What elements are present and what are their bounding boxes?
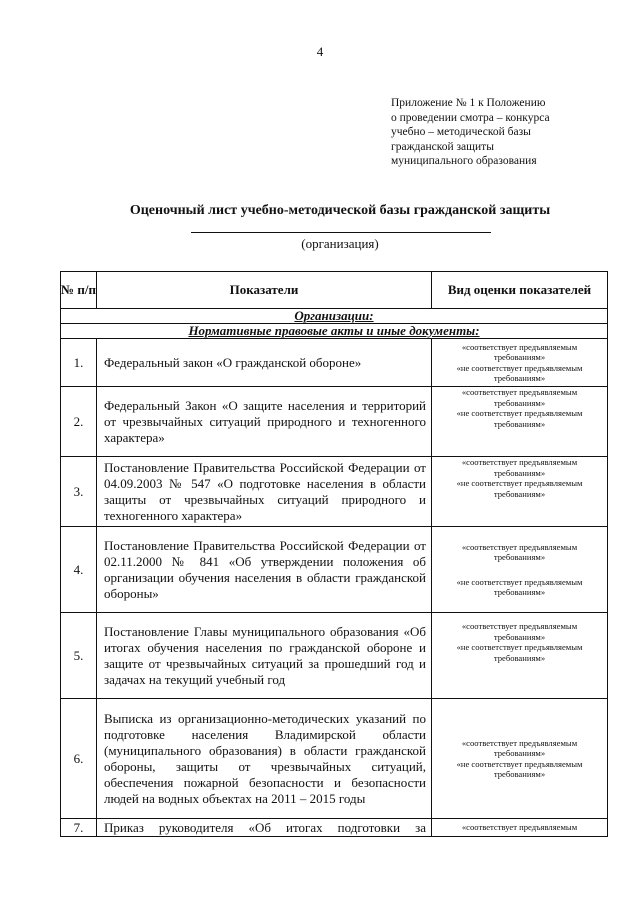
organization-underline — [191, 232, 491, 233]
appendix-line: учебно – методической базы — [391, 126, 531, 138]
section-organizations: Организации: — [61, 309, 608, 324]
appendix-line: о проведении смотра – конкурса — [391, 111, 550, 124]
section-row — [61, 324, 608, 339]
row-indicator: Постановление Главы муниципального образования «Об итогах обучения населения по гражданской обороне и защите от чрезвычайных ситуаций за прошедший год и задачах на текущий учебный год — [97, 613, 432, 699]
table-row — [61, 457, 608, 527]
row-evaluation — [432, 699, 608, 819]
row-evaluation — [432, 819, 608, 837]
eval-compliant: «соответствует предъявляемым требованиям» — [461, 541, 578, 562]
appendix-line: Приложение № 1 к Положению — [391, 97, 546, 109]
row-number: 6. — [61, 699, 97, 819]
row-indicator: Выписка из организационно-методических указаний по подготовке населения Владимирской области (муниципального образования) в области гражданской обороны, защиты от чрезвычайных ситуаций, обеспечения пожарной безопасности и безопасности людей на водных объектах на 2011 – 2015 годы — [97, 699, 432, 819]
eval-noncompliant: «не соответствует предъявляемым требованиям» — [456, 642, 583, 663]
eval-noncompliant: «не соответствует предъявляемым требованиям» — [456, 408, 583, 429]
row-number: 2. — [61, 387, 97, 457]
appendix-note — [391, 96, 631, 169]
table-row — [61, 819, 608, 837]
table-row — [61, 613, 608, 699]
table-row — [61, 339, 608, 387]
eval-compliant: «соответствует предъявляемым требованиям» — [461, 621, 578, 642]
row-evaluation — [432, 387, 608, 457]
row-indicator: Федеральный Закон «О защите населения и территорий от чрезвычайных ситуаций природного и техногенного характера» — [97, 387, 432, 457]
document-title: Оценочный лист учебно-методической базы гражданской защиты — [129, 203, 551, 218]
table-row — [61, 699, 608, 819]
row-number: 7. — [61, 819, 97, 837]
row-indicator: Постановление Правительства Российской Федерации от 02.11.2000 № 841 «Об утверждении положения об организации обучения населения в области гражданской обороны» — [97, 527, 432, 613]
row-number: 1. — [61, 339, 97, 387]
header-evaluation: Вид оценки показателей — [432, 272, 608, 309]
row-number: 4. — [61, 527, 97, 613]
eval-compliant: «соответствует предъявляемым требованиям» — [461, 341, 578, 362]
eval-compliant: «соответствует предъявляемым требованиям» — [461, 387, 578, 408]
row-evaluation — [432, 527, 608, 613]
header-number: № п/п — [61, 272, 97, 309]
table-row — [61, 387, 608, 457]
eval-noncompliant: «не соответствует предъявляемым требованиям» — [456, 478, 583, 499]
eval-noncompliant: «не соответствует предъявляемым требованиям» — [456, 576, 583, 597]
table-header-row — [61, 272, 608, 309]
section-normative-acts: Нормативные правовые акты и иные документы: — [61, 324, 608, 339]
eval-noncompliant: «не соответствует предъявляемым требованиям» — [456, 758, 583, 779]
appendix-line: гражданской защиты — [391, 140, 494, 153]
row-indicator: Приказ руководителя «Об итогах подготовки за — [97, 819, 432, 837]
eval-noncompliant: «не соответствует предъявляемым требованиям» — [456, 362, 583, 383]
row-number: 5. — [61, 613, 97, 699]
row-evaluation — [432, 457, 608, 527]
appendix-line: муниципального образования — [391, 155, 537, 167]
eval-compliant: «соответствует предъявляемым требованиям» — [461, 737, 578, 758]
row-evaluation — [432, 339, 608, 387]
header-indicators: Показатели — [97, 272, 432, 309]
row-evaluation — [432, 613, 608, 699]
eval-compliant: «соответствует предъявляемым требованиям» — [461, 457, 578, 478]
section-row — [61, 309, 608, 324]
table-row — [61, 527, 608, 613]
page-number: 4 — [316, 44, 324, 59]
row-indicator: Постановление Правительства Российской Федерации от 04.09.2003 № 547 «О подготовке населения в области защиты от чрезвычайных ситуаций природного и техногенного характера» — [97, 457, 432, 527]
evaluation-table — [60, 271, 608, 837]
eval-compliant: «соответствует предъявляемым — [461, 822, 578, 832]
row-number: 3. — [61, 457, 97, 527]
organization-label: (организация) — [301, 236, 379, 251]
row-indicator: Федеральный закон «О гражданской обороне» — [97, 339, 432, 387]
